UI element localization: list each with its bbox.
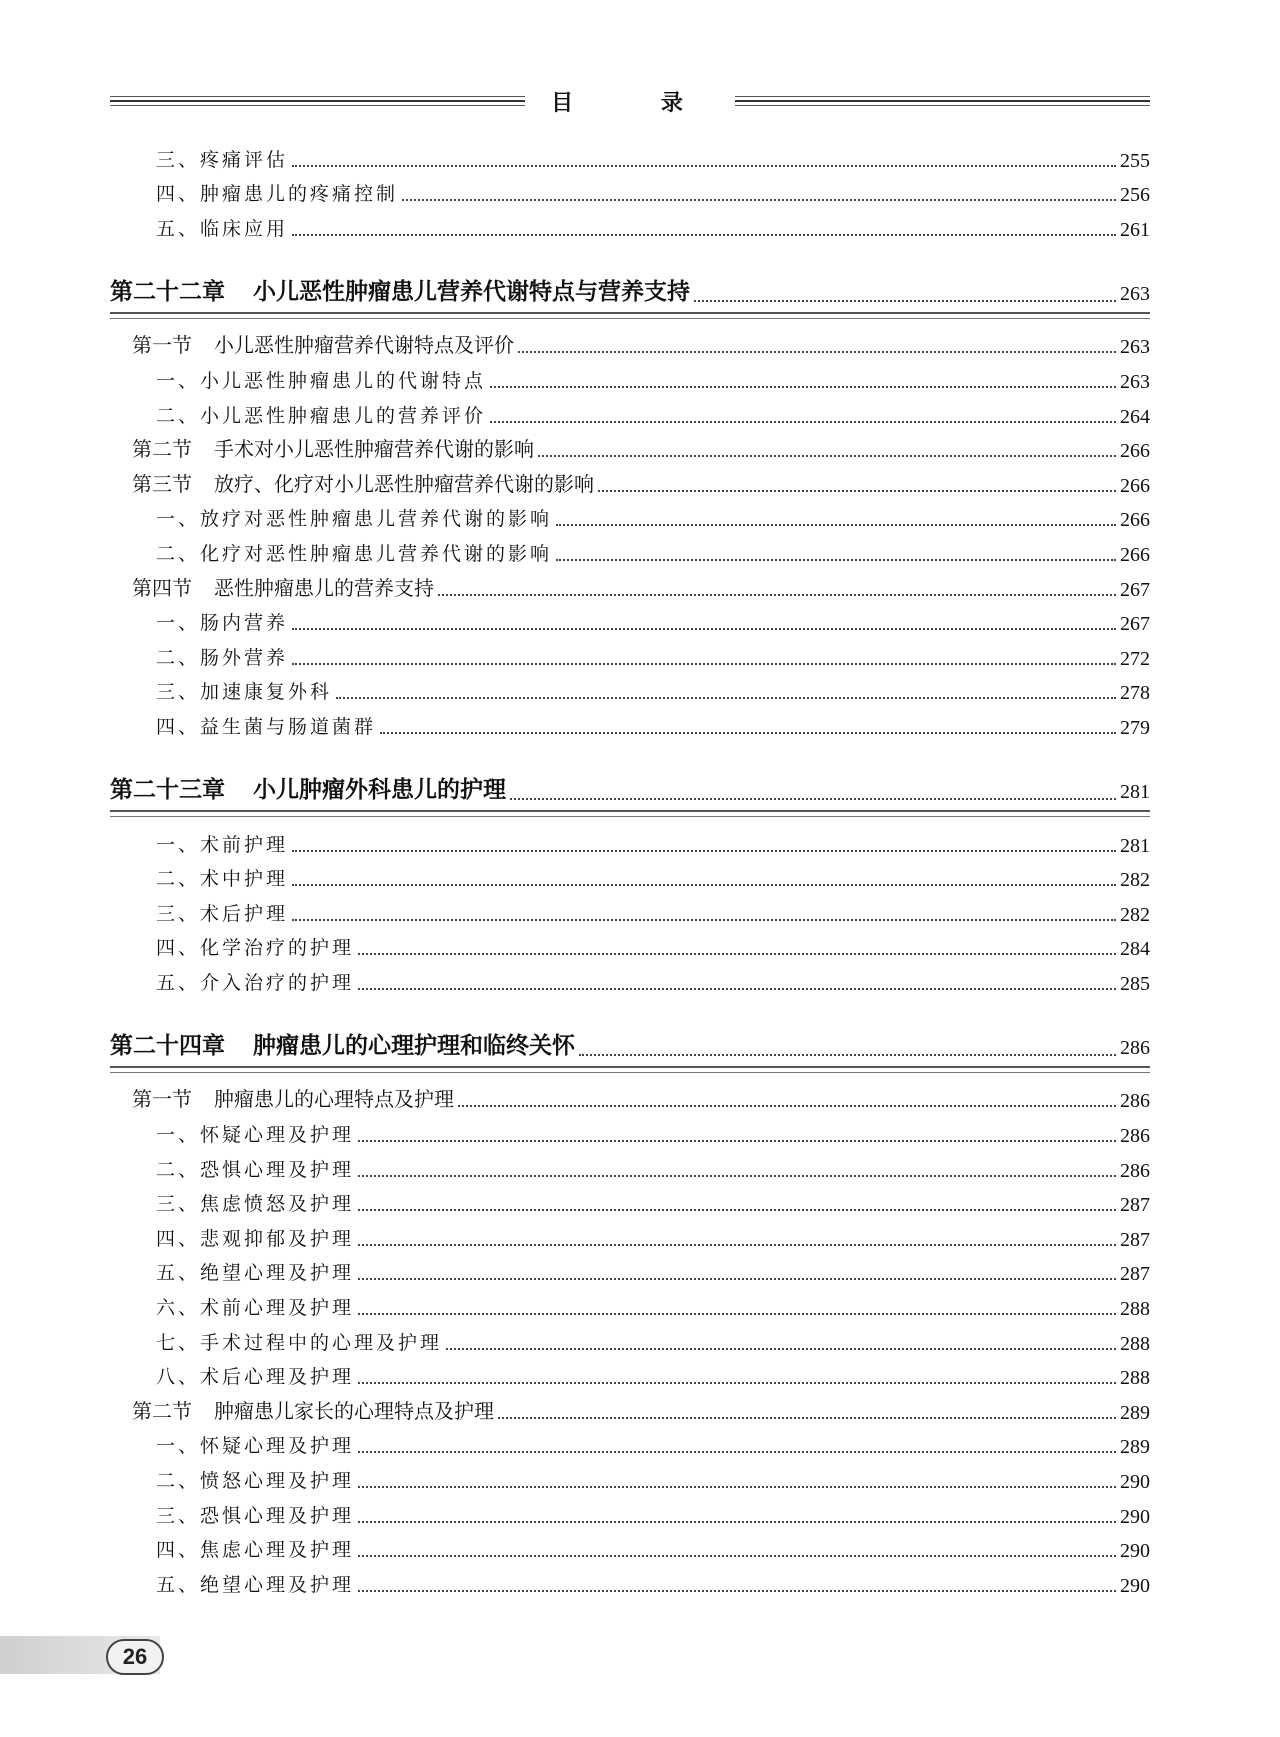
toc-item-row <box>110 604 1150 639</box>
toc-chapter-row <box>110 768 1150 808</box>
toc-item-row <box>110 1323 1150 1358</box>
dot-leader <box>694 300 1116 302</box>
toc-section-row <box>110 1081 1150 1116</box>
item-label: 五、绝望心理及护理 <box>156 1262 355 1285</box>
item-label: 四、肿瘤患儿的疼痛控制 <box>156 183 399 206</box>
page-number: 290 <box>1120 1540 1150 1563</box>
page-number: 287 <box>1120 1263 1150 1286</box>
dot-leader <box>358 988 1116 990</box>
toc-item-row <box>110 894 1150 929</box>
page-number: 290 <box>1120 1505 1150 1528</box>
chapter-divider <box>110 312 1150 319</box>
toc-item-row <box>110 1288 1150 1323</box>
page-number-badge: 26 <box>106 1639 164 1675</box>
page-number: 284 <box>1120 938 1150 961</box>
page-number: 287 <box>1120 1194 1150 1217</box>
header-title: 目 录 <box>551 89 723 116</box>
item-label: 四、悲观抑郁及护理 <box>156 1227 355 1250</box>
dot-leader <box>358 1521 1116 1523</box>
item-label: 三、恐惧心理及护理 <box>156 1504 355 1527</box>
dot-leader <box>538 455 1116 457</box>
dot-leader <box>556 524 1116 526</box>
item-label: 五、绝望心理及护理 <box>156 1573 355 1596</box>
chapter-heading <box>110 771 506 808</box>
item-label: 一、肠内营养 <box>156 612 289 635</box>
chapter-title: 肿瘤患儿的心理护理和临终关怀 <box>253 1031 575 1059</box>
page-number: 289 <box>1120 1401 1150 1424</box>
chapter-heading <box>110 1027 575 1064</box>
page-number: 266 <box>1120 440 1150 463</box>
page-number: 272 <box>1120 647 1150 670</box>
page-number: 285 <box>1120 972 1150 995</box>
dot-leader <box>518 351 1116 353</box>
item-label: 一、怀疑心理及护理 <box>156 1435 355 1458</box>
dot-leader <box>510 798 1116 800</box>
item-label: 一、小儿恶性肿瘤患儿的代谢特点 <box>156 369 487 392</box>
toc-item-row <box>110 1150 1150 1185</box>
item-label: 一、放疗对恶性肿瘤患儿营养代谢的影响 <box>156 508 553 531</box>
toc-section-row <box>110 465 1150 500</box>
page-number: 263 <box>1120 370 1150 393</box>
toc-item-row <box>110 963 1150 998</box>
toc-section-row <box>110 569 1150 604</box>
toc-section-row <box>110 431 1150 466</box>
dot-leader <box>292 663 1116 665</box>
page-number: 255 <box>1120 149 1150 172</box>
page-number: 288 <box>1120 1367 1150 1390</box>
toc-item-row <box>110 534 1150 569</box>
dot-leader <box>292 850 1116 852</box>
section-number: 第四节 <box>132 575 192 600</box>
section-heading <box>110 1395 494 1427</box>
page-header <box>110 84 1150 118</box>
dot-leader <box>490 421 1116 423</box>
item-label: 三、焦虑愤怒及护理 <box>156 1193 355 1216</box>
toc-item-row <box>110 825 1150 860</box>
page-number: 286 <box>1120 1090 1150 1113</box>
page-number: 263 <box>1120 336 1150 359</box>
page-number: 287 <box>1120 1228 1150 1251</box>
toc-section-row <box>110 327 1150 362</box>
dot-leader <box>402 199 1116 201</box>
page-number: 288 <box>1120 1332 1150 1355</box>
item-label: 五、介入治疗的护理 <box>156 971 355 994</box>
item-label: 二、小儿恶性肿瘤患儿的营养评价 <box>156 404 487 427</box>
chapter-number: 第二十二章 <box>110 277 225 305</box>
item-label: 二、恐惧心理及护理 <box>156 1158 355 1181</box>
section-heading <box>110 1083 454 1115</box>
item-label: 二、肠外营养 <box>156 646 289 669</box>
item-label: 二、术中护理 <box>156 868 289 891</box>
item-label: 八、术后心理及护理 <box>156 1366 355 1389</box>
item-label: 一、术前护理 <box>156 833 289 856</box>
page-number: 261 <box>1120 218 1150 241</box>
dot-leader <box>358 1590 1116 1592</box>
toc-item-row <box>110 1254 1150 1289</box>
dot-leader <box>598 490 1116 492</box>
page-number: 290 <box>1120 1574 1150 1597</box>
chapter-title: 小儿恶性肿瘤患儿营养代谢特点与营养支持 <box>253 277 690 305</box>
page-number: 266 <box>1120 543 1150 566</box>
toc-item-row <box>110 929 1150 964</box>
chapter-heading <box>110 273 690 310</box>
toc-item-row <box>110 1461 1150 1496</box>
page-number: 266 <box>1120 509 1150 532</box>
dot-leader <box>380 732 1116 734</box>
section-title: 放疗、化疗对小儿恶性肿瘤营养代谢的影响 <box>214 471 594 496</box>
toc-item-row <box>110 1496 1150 1531</box>
dot-leader <box>579 1054 1116 1056</box>
dot-leader <box>490 386 1116 388</box>
toc-item-row <box>110 1427 1150 1462</box>
dot-leader <box>358 1175 1116 1177</box>
toc-section-row <box>110 1392 1150 1427</box>
page-number: 256 <box>1120 184 1150 207</box>
chapter-number: 第二十四章 <box>110 1031 225 1059</box>
toc-item-row <box>110 1358 1150 1393</box>
toc-item-row <box>110 638 1150 673</box>
toc-item-row <box>110 860 1150 895</box>
toc-item-row <box>110 1531 1150 1566</box>
toc-item-row <box>110 673 1150 708</box>
item-label: 一、怀疑心理及护理 <box>156 1124 355 1147</box>
dot-leader <box>358 1555 1116 1557</box>
page-number: 263 <box>1120 282 1150 305</box>
section-title: 恶性肿瘤患儿的营养支持 <box>214 575 434 600</box>
page-number: 267 <box>1120 613 1150 636</box>
section-title: 手术对小儿恶性肿瘤营养代谢的影响 <box>214 437 534 462</box>
section-title: 肿瘤患儿的心理特点及护理 <box>214 1087 454 1112</box>
chapter-title: 小儿肿瘤外科患儿的护理 <box>253 775 506 803</box>
table-of-contents <box>110 140 1150 1600</box>
dot-leader <box>458 1105 1116 1107</box>
dot-leader <box>358 1140 1116 1142</box>
page-number: 278 <box>1120 682 1150 705</box>
dot-leader <box>556 559 1116 561</box>
item-label: 五、临床应用 <box>156 217 289 240</box>
dot-leader <box>358 953 1116 955</box>
section-number: 第一节 <box>132 333 192 358</box>
page-number: 267 <box>1120 578 1150 601</box>
dot-leader <box>292 628 1116 630</box>
page-number: 290 <box>1120 1471 1150 1493</box>
item-label: 四、焦虑心理及护理 <box>156 1539 355 1562</box>
dot-leader <box>358 1451 1116 1453</box>
item-label: 三、加速康复外科 <box>156 681 333 704</box>
toc-item-row <box>110 1565 1150 1600</box>
item-label: 四、化学治疗的护理 <box>156 937 355 960</box>
chapter-divider <box>110 810 1150 817</box>
section-number: 第二节 <box>132 1398 192 1423</box>
section-number: 第三节 <box>132 471 192 496</box>
toc-item-row <box>110 707 1150 742</box>
item-label: 七、手术过程中的心理及护理 <box>156 1331 443 1354</box>
dot-leader <box>292 165 1116 167</box>
dot-leader <box>358 1209 1116 1211</box>
toc-item-row <box>110 1115 1150 1150</box>
page-number: 279 <box>1120 716 1150 739</box>
page-number: 286 <box>1120 1159 1150 1182</box>
toc-item-row <box>110 1219 1150 1254</box>
section-title: 肿瘤患儿家长的心理特点及护理 <box>214 1398 494 1423</box>
dot-leader <box>292 234 1116 236</box>
page-number: 288 <box>1120 1298 1150 1321</box>
item-label: 六、术前心理及护理 <box>156 1297 355 1320</box>
toc-item-row <box>110 140 1150 175</box>
page-number: 282 <box>1120 869 1150 892</box>
page-number: 282 <box>1120 903 1150 926</box>
page-number: 286 <box>1120 1036 1150 1059</box>
dot-leader <box>438 594 1116 596</box>
dot-leader <box>446 1348 1116 1350</box>
toc-item-row <box>110 396 1150 431</box>
header-rule-left <box>110 96 525 106</box>
dot-leader <box>358 1313 1116 1315</box>
section-heading <box>110 468 594 500</box>
item-label: 二、化疗对恶性肿瘤患儿营养代谢的影响 <box>156 542 553 565</box>
section-title: 小儿恶性肿瘤营养代谢特点及评价 <box>214 333 514 358</box>
dot-leader <box>336 697 1116 699</box>
section-heading <box>110 433 534 465</box>
section-number: 第二节 <box>132 437 192 462</box>
page-number: 264 <box>1120 405 1150 428</box>
dot-leader <box>292 919 1116 921</box>
item-label: 三、疼痛评估 <box>156 148 289 171</box>
dot-leader <box>498 1417 1116 1419</box>
toc-chapter-row <box>110 1024 1150 1064</box>
item-label: 三、术后护理 <box>156 902 289 925</box>
dot-leader <box>358 1244 1116 1246</box>
item-label: 二、愤怒心理及护理 <box>156 1470 355 1492</box>
section-heading <box>110 572 434 604</box>
toc-item-row <box>110 500 1150 535</box>
page-number: 266 <box>1120 474 1150 497</box>
section-heading <box>110 329 514 361</box>
dot-leader <box>358 1486 1116 1488</box>
item-label: 四、益生菌与肠道菌群 <box>156 715 377 738</box>
dot-leader <box>358 1382 1116 1384</box>
page-number: 281 <box>1120 834 1150 857</box>
chapter-divider <box>110 1066 1150 1073</box>
header-rule-right <box>735 96 1150 106</box>
dot-leader <box>358 1278 1116 1280</box>
toc-item-row <box>110 175 1150 210</box>
page-number: 289 <box>1120 1436 1150 1459</box>
toc-item-row <box>110 1185 1150 1220</box>
page-number: 281 <box>1120 780 1150 803</box>
toc-chapter-row <box>110 270 1150 310</box>
section-number: 第一节 <box>132 1087 192 1112</box>
toc-item-row <box>110 209 1150 244</box>
toc-item-row <box>110 361 1150 396</box>
dot-leader <box>292 884 1116 886</box>
page-number: 286 <box>1120 1125 1150 1148</box>
chapter-number: 第二十三章 <box>110 775 225 803</box>
